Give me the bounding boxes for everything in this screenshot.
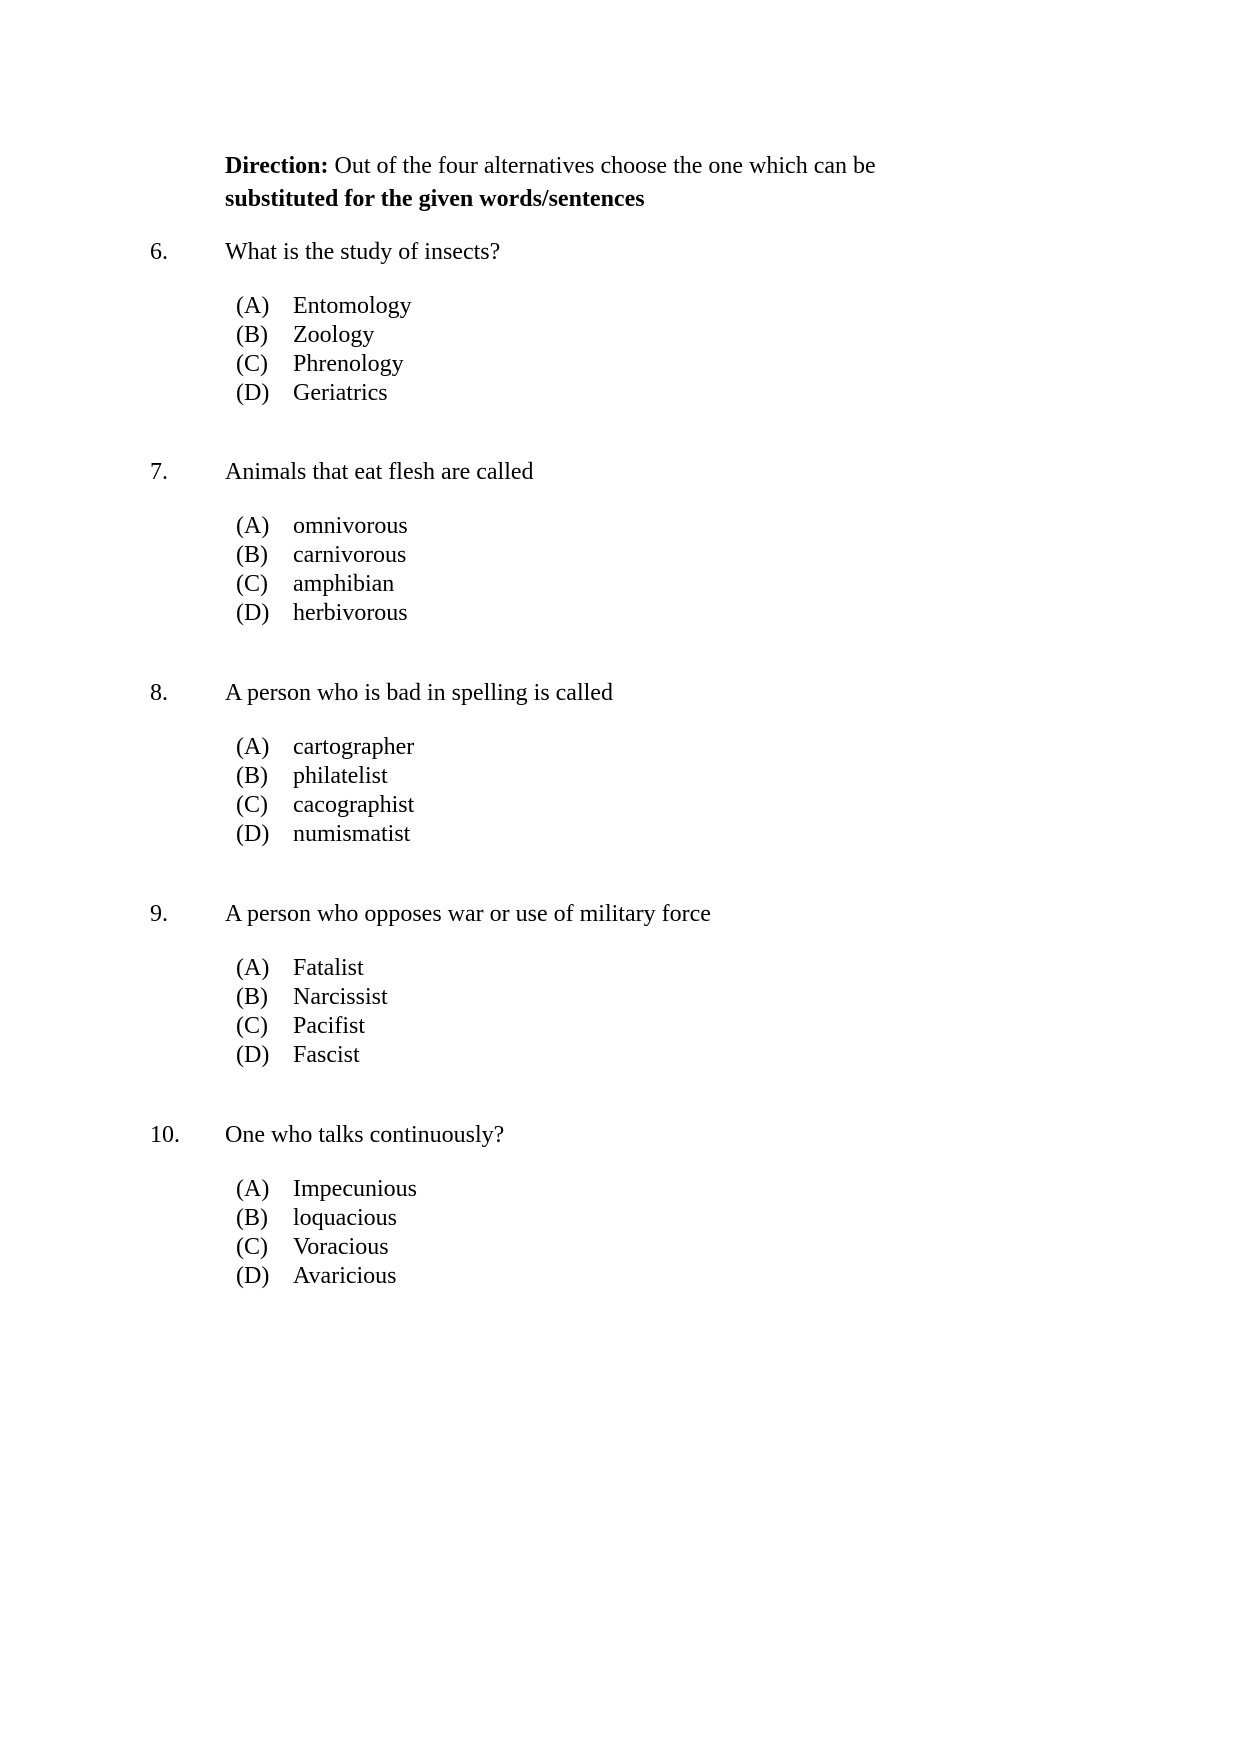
question-text: Animals that eat flesh are called (225, 459, 534, 485)
option-letter: (B) (236, 542, 268, 568)
option-letter: (C) (236, 1013, 268, 1039)
question-text: A person who opposes war or use of military force (225, 901, 711, 927)
option-letter: (B) (236, 763, 268, 789)
option-text: Fascist (293, 1042, 360, 1068)
question-number: 8. (150, 680, 168, 706)
option-letter: (A) (236, 1176, 270, 1202)
option-letter: (A) (236, 955, 270, 981)
question-number: 10. (150, 1122, 180, 1148)
option-text: carnivorous (293, 542, 407, 568)
option-text: Avaricious (293, 1263, 397, 1289)
option-text: omnivorous (293, 513, 408, 539)
direction-text: Out of the four alternatives choose the one which can be (328, 153, 876, 179)
option-letter: (A) (236, 293, 270, 319)
option-text: Fatalist (293, 955, 364, 981)
option-letter: (C) (236, 792, 268, 818)
option-letter: (C) (236, 351, 268, 377)
option-letter: (D) (236, 380, 270, 406)
option-text: Geriatrics (293, 380, 388, 406)
option-text: loquacious (293, 1205, 397, 1231)
direction-label: Direction: (225, 153, 329, 179)
option-text: Pacifist (293, 1013, 365, 1039)
option-text: Voracious (293, 1234, 389, 1260)
option-letter: (D) (236, 1263, 270, 1289)
question-text: A person who is bad in spelling is called (225, 680, 613, 706)
option-letter: (D) (236, 600, 270, 626)
option-text: Entomology (293, 293, 412, 319)
question-number: 9. (150, 901, 168, 927)
direction-emphasis: substituted for the given words/sentences (225, 186, 645, 212)
option-text: herbivorous (293, 600, 408, 626)
direction-instructions (225, 150, 985, 216)
option-letter: (B) (236, 322, 268, 348)
option-letter: (B) (236, 1205, 268, 1231)
option-letter: (B) (236, 984, 268, 1010)
option-letter: (D) (236, 821, 270, 847)
option-text: numismatist (293, 821, 411, 847)
option-letter: (A) (236, 734, 270, 760)
option-text: Narcissist (293, 984, 388, 1010)
option-text: Phrenology (293, 351, 404, 377)
option-letter: (A) (236, 513, 270, 539)
option-text: philatelist (293, 763, 388, 789)
option-text: cartographer (293, 734, 415, 760)
option-text: Impecunious (293, 1176, 417, 1202)
option-letter: (C) (236, 1234, 268, 1260)
question-number: 6. (150, 239, 168, 265)
question-number: 7. (150, 459, 168, 485)
question-text: One who talks continuously? (225, 1122, 505, 1148)
question-text: What is the study of insects? (225, 239, 501, 265)
option-text: cacographist (293, 792, 415, 818)
option-letter: (C) (236, 571, 268, 597)
option-text: Zoology (293, 322, 375, 348)
option-text: amphibian (293, 571, 395, 597)
option-letter: (D) (236, 1042, 270, 1068)
